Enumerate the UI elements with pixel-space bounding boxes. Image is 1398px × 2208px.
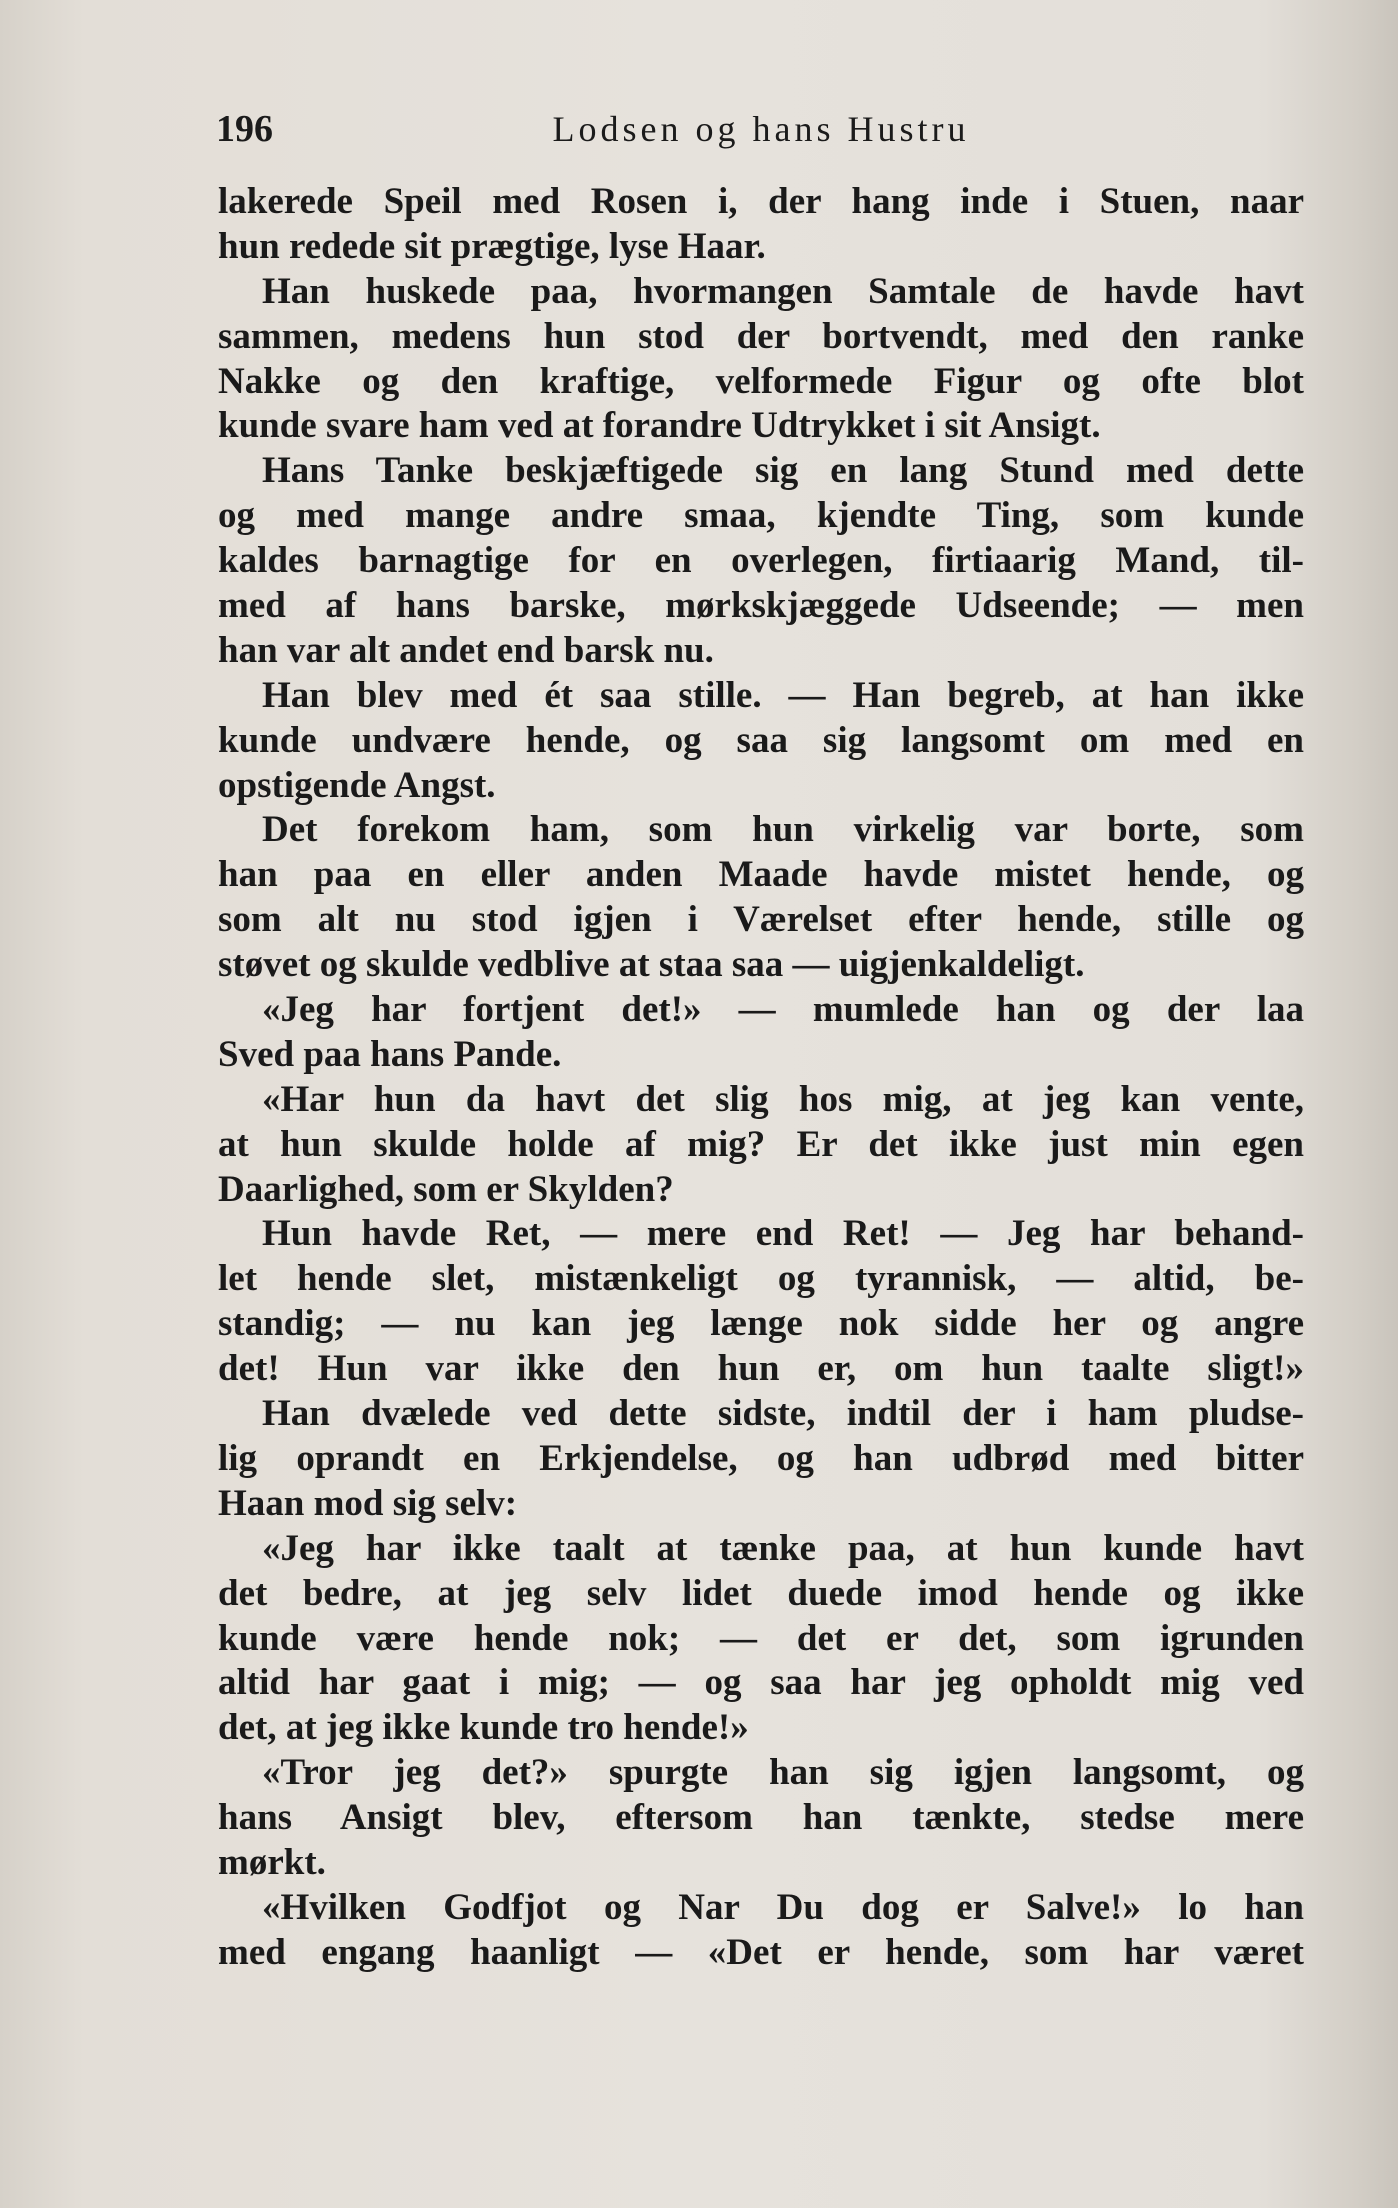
text-line: Haan mod sig selv: xyxy=(218,1482,518,1524)
text-line: han paa en eller anden Maade havde mistet hende, og xyxy=(218,854,1304,896)
text-line: som alt nu stod igjen i Værelset efter hende, stille og xyxy=(218,899,1304,941)
text-line: standig; — nu kan jeg længe nok sidde her og angre xyxy=(218,1303,1304,1345)
text-line: Han dvælede ved dette sidste, indtil der i ham pludse- xyxy=(262,1393,1304,1435)
text-line: det bedre, at jeg selv lidet duede imod hende og ikke xyxy=(218,1572,1304,1614)
text-line: støvet og skulde vedblive at staa saa — uigjenkaldeligt. xyxy=(218,944,1085,986)
text-line: kunde være hende nok; — det er det, som igrunden xyxy=(218,1617,1304,1659)
text-line: Han huskede paa, hvormangen Samtale de havde havt xyxy=(262,270,1304,312)
text-line: Nakke og den kraftige, velformede Figur og ofte blot xyxy=(218,360,1304,402)
text-line: det! Hun var ikke den hun er, om hun taalte sligt!» xyxy=(218,1348,1304,1390)
text-line: Hun havde Ret, — mere end Ret! — Jeg har behand- xyxy=(262,1213,1304,1255)
text-line: Daarlighed, som er Skylden? xyxy=(218,1168,674,1210)
text-line: Han blev med ét saa stille. — Han begreb, at han ikke xyxy=(262,674,1304,716)
text-line: kunde svare ham ved at forandre Udtrykket i sit Ansigt. xyxy=(218,405,1101,447)
text-line: Sved paa hans Pande. xyxy=(218,1033,562,1075)
text-line: det, at jeg ikke kunde tro hende!» xyxy=(218,1707,749,1749)
text-line: lakerede Speil med Rosen i, der hang inde i Stuen, naar xyxy=(218,181,1304,222)
running-title: Lodsen og hans Hustru xyxy=(552,109,970,149)
page-header xyxy=(216,104,1306,154)
text-line: Det forekom ham, som hun virkelig var borte, som xyxy=(262,809,1304,851)
text-line: Hans Tanke beskjæftigede sig en lang Stund med dette xyxy=(262,450,1304,492)
text-line: «Jeg har fortjent det!» — mumlede han og der laa xyxy=(262,989,1304,1031)
text-line: «Har hun da havt det slig hos mig, at jeg kan vente, xyxy=(262,1078,1304,1120)
text-line: sammen, medens hun stod der bortvendt, med den ranke xyxy=(218,315,1304,357)
text-line: lig oprandt en Erkjendelse, og han udbrød med bitter xyxy=(218,1437,1304,1479)
text-line: med af hans barske, mørkskjæggede Udseende; — men xyxy=(218,585,1304,627)
text-line: at hun skulde holde af mig? Er det ikke just min egen xyxy=(218,1123,1304,1165)
text-line: med engang haanligt — «Det er hende, som har været xyxy=(218,1931,1304,1973)
text-line: og med mange andre smaa, kjendte Ting, som kunde xyxy=(218,495,1304,537)
text-line: altid har gaat i mig; — og saa har jeg opholdt mig ved xyxy=(218,1662,1304,1704)
page-number: 196 xyxy=(216,108,273,150)
text-line: opstigende Angst. xyxy=(218,764,496,806)
text-line: hans Ansigt blev, eftersom han tænkte, stedse mere xyxy=(218,1797,1304,1839)
text-line: «Hvilken Godfjot og Nar Du dog er Salve!» lo han xyxy=(262,1886,1304,1928)
text-line: let hende slet, mistænkeligt og tyrannisk, — altid, be- xyxy=(218,1258,1304,1300)
text-line: kaldes barnagtige for en overlegen, firtiaarig Mand, til- xyxy=(218,540,1304,582)
text-line: hun redede sit prægtige, lyse Haar. xyxy=(218,225,766,267)
text-line: «Tror jeg det?» spurgte han sig igjen langsomt, og xyxy=(262,1752,1304,1794)
body-text xyxy=(218,180,1304,1976)
text-line: han var alt andet end barsk nu. xyxy=(218,629,714,671)
text-line: «Jeg har ikke taalt at tænke paa, at hun kunde havt xyxy=(262,1527,1304,1569)
text-line: kunde undvære hende, og saa sig langsomt om med en xyxy=(218,719,1304,761)
text-line: mørkt. xyxy=(218,1841,326,1883)
